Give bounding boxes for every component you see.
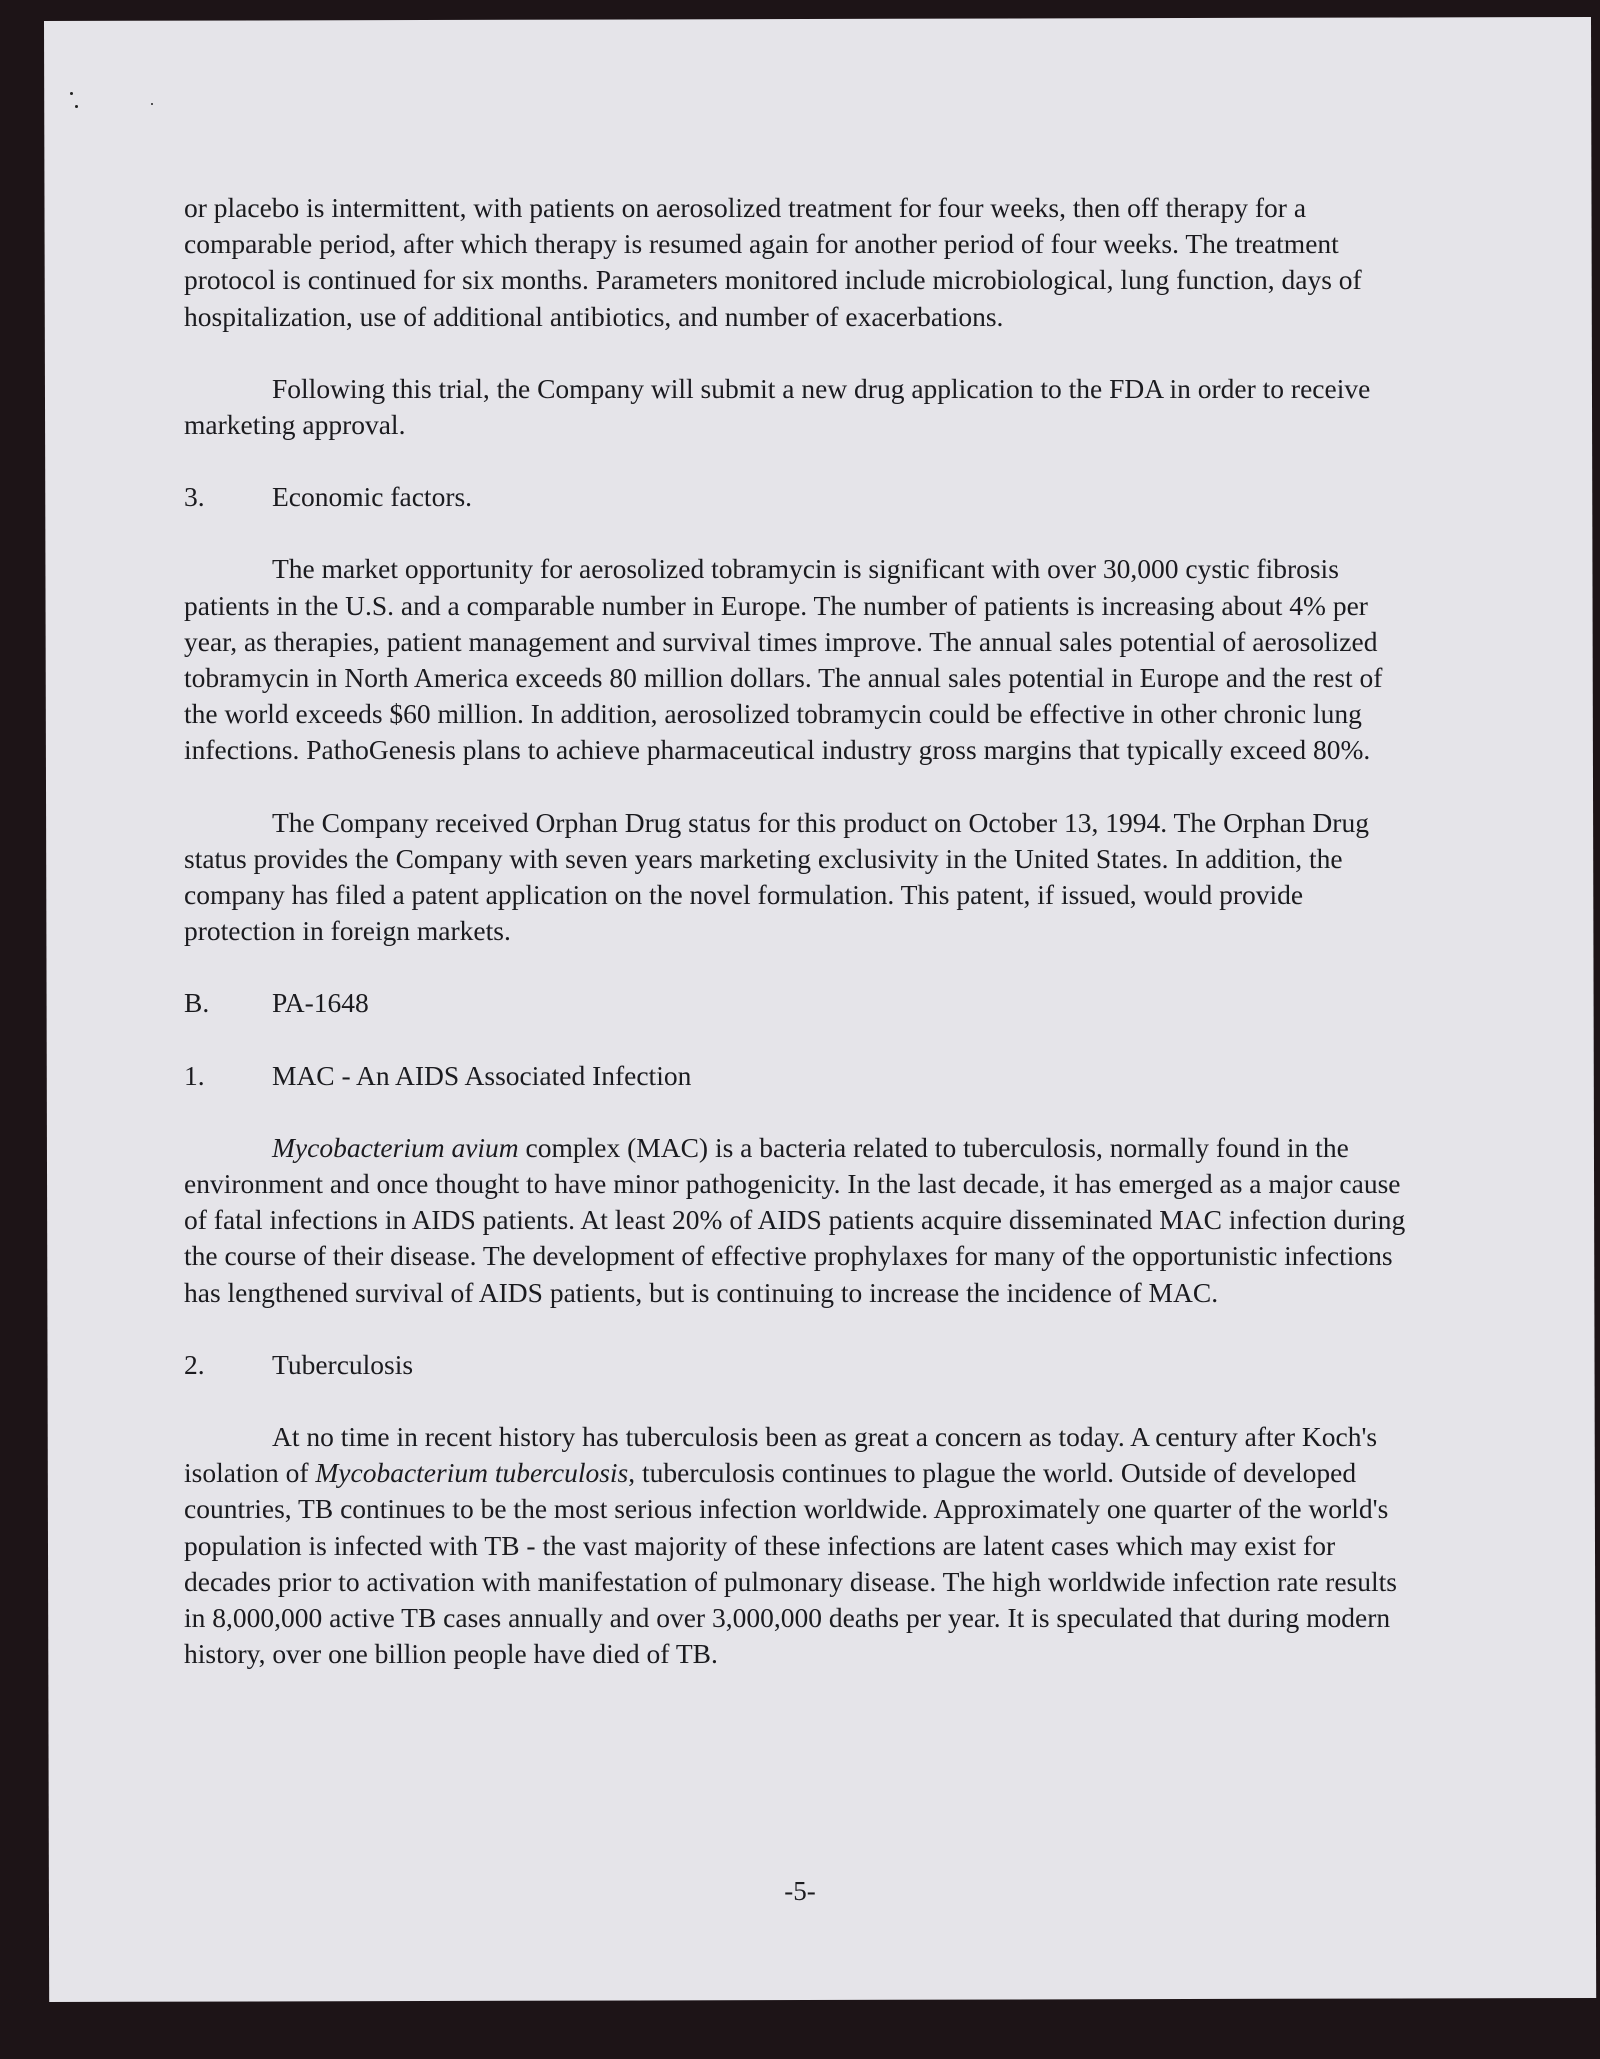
section-title: MAC - An AIDS Associated Infection — [272, 1059, 692, 1091]
section-title: Tuberculosis — [272, 1348, 414, 1380]
section-heading-economic-factors — [184, 479, 1414, 515]
scan-speck — [75, 105, 78, 108]
section-number: 2. — [184, 1348, 205, 1380]
scan-speck — [151, 103, 153, 105]
section-heading-tuberculosis — [184, 1347, 1414, 1383]
section-number: 1. — [184, 1059, 205, 1091]
paragraph-text: complex (MAC) is a bacteria related to tuberculosis, normally found in the environment and once thought to have minor pathogenicity. In the last decade, it has emerged as a major cause of fatal infections in AIDS patients. At least 20% of AIDS patients acquire disseminated MAC infection during the course of their disease. The development of effective prophylaxes for many of the opportunistic infections has lengthened survival of AIDS patients, but is continuing to increase the incidence of MAC. — [184, 1131, 1406, 1308]
paragraph-treatment-protocol: or placebo is intermittent, with patients on aerosolized treatment for four weeks, then off therapy for a comparable period, after which therapy is resumed again for another period of four weeks. The treatment protocol is continued for six months. Parameters monitored include microbiological, lung function, days of hospitalization, use of additional antibiotics, and number of exacerbations. — [184, 192, 1362, 332]
paragraph-text: At no time in recent history has tuberculosis been as great a concern as today. A century after Koch's isolation of — [184, 1421, 1378, 1489]
scan-speck — [70, 92, 73, 95]
section-title: PA-1648 — [272, 987, 369, 1019]
section-number: B. — [184, 987, 210, 1019]
section-number: 3. — [184, 481, 205, 513]
paragraph-orphan-drug-status: The Company received Orphan Drug status for this product on October 13, 1994. The Orphan Drug status provides the Company with seven years marketing exclusivity in the United States. In addition, the company has filed a patent application on the novel formulation. This patent, if issued, would provide protection in foreign markets. — [184, 806, 1369, 947]
page-number: -5- — [784, 1876, 816, 1906]
paragraph-tuberculosis — [184, 1419, 1414, 1672]
section-heading-mac — [184, 1058, 1414, 1094]
italic-species-name: Mycobacterium tuberculosis — [315, 1457, 629, 1489]
paragraph-mac-description — [184, 1130, 1414, 1311]
paragraph-market-opportunity: The market opportunity for aerosolized tobramycin is significant with over 30,000 cystic fibrosis patients in the U.S. and a comparable number in Europe. The number of patients is increasing about 4% per year, as therapies, patient management and survival times improve. The annual sales potential of aerosolized tobramycin in North America exceeds 80 million dollars. The annual sales potential in Europe and the rest of the world exceeds $60 million. In addition, aerosolized tobramycin could be effective in other chronic lung infections. PathoGenesis plans to achieve pharmaceutical industry gross margins that typically exceed 80%. — [184, 553, 1383, 766]
paragraph-text: , tuberculosis continues to plague the world. Outside of developed countries, TB continues to be the most serious infection worldwide. Approximately one quarter of the world's population is infected with TB - the vast majority of these infections are latent cases which may exist for decades prior to activation with manifestation of pulmonary disease. The high worldwide infection rate results in 8,000,000 active TB cases annually and over 3,000,000 deaths per year. It is speculated that during modern history, over one billion people have died of TB. — [184, 1457, 1397, 1670]
italic-species-name: Mycobacterium avium — [272, 1131, 519, 1163]
section-title: Economic factors. — [272, 481, 473, 513]
document-body — [184, 190, 1414, 1709]
section-heading-pa-1648 — [184, 985, 1414, 1021]
paragraph-nda-submission: Following this trial, the Company will submit a new drug application to the FDA in order to receive marketing approval. — [184, 372, 1371, 441]
